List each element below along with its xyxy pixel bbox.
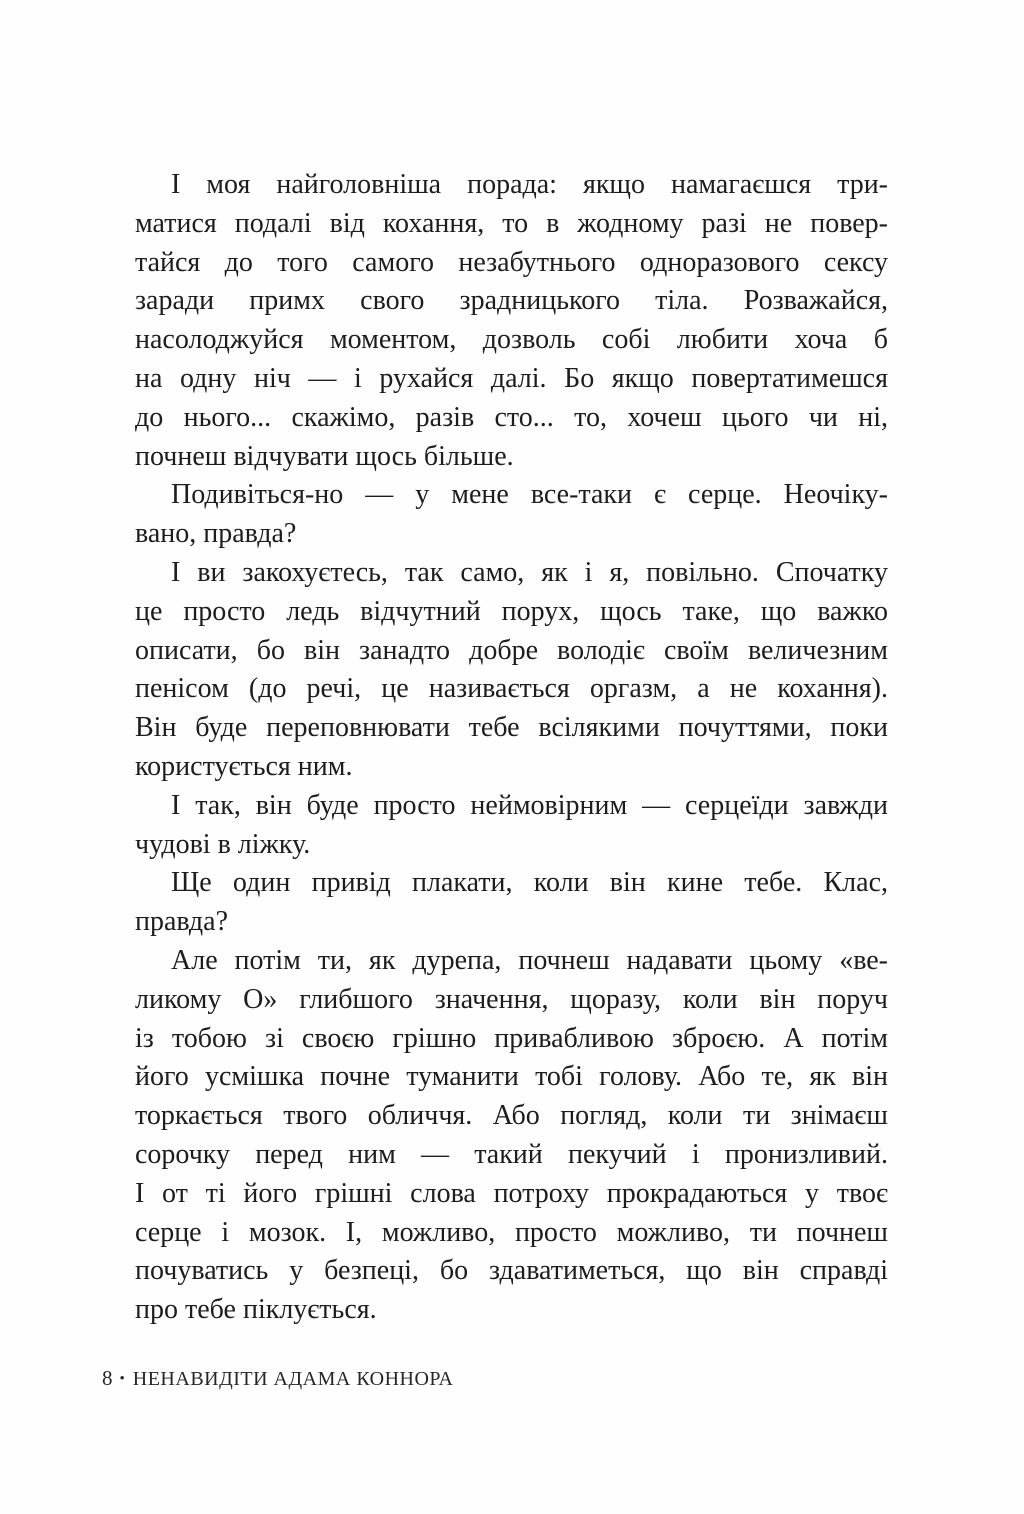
text-line: І от ті його грішні слова потроху прокрадаються у твоє: [135, 1177, 888, 1209]
text-line: Але потім ти, як дурепа, почнеш надавати цьому «ве-: [171, 944, 888, 976]
text-line: правда?: [135, 906, 229, 938]
text-line: насолоджуйся моментом, дозволь собі любити хоча б: [135, 324, 888, 356]
text-line: його усмішка почне туманити тобі голову. Або те, як він: [135, 1061, 888, 1093]
text-line: матися подалі від кохання, то в жодному разі не повер-: [135, 207, 888, 239]
text-line: Подивіться-но — у мене все-таки є серце. Неочіку-: [171, 479, 888, 511]
footer-bullet: •: [119, 1371, 125, 1387]
text-line: чудові в ліжку.: [135, 828, 311, 860]
text-line: вано, правда?: [135, 518, 297, 550]
text-line: Ще один привід плакати, коли він кине тебе. Клас,: [171, 867, 888, 899]
text-line: користується ним.: [135, 750, 353, 782]
text-line: до нього... скажімо, разів сто... то, хочеш цього чи ні,: [135, 401, 888, 433]
text-line: пенісом (до речі, це називається оргазм, а не кохання).: [135, 673, 888, 705]
body-text: [135, 166, 888, 1330]
text-line: почуватись у безпеці, бо здаватиметься, що він справді: [135, 1255, 888, 1287]
text-line: сорочку перед ним — такий пекучий і пронизливий.: [135, 1138, 888, 1170]
text-line: торкається твого обличчя. Або погляд, коли ти знімаєш: [135, 1100, 888, 1132]
text-line: почнеш відчувати щось більше.: [135, 440, 514, 472]
running-title: НЕНАВИДІТИ АДАМА КОННОРА: [132, 1368, 454, 1390]
text-line: ликому О» глибшого значення, щоразу, коли він поруч: [135, 983, 888, 1015]
text-line: І так, він буде просто неймовірним — серцеїди завжди: [171, 789, 888, 821]
text-line: це просто ледь відчутний порух, щось таке, що важко: [135, 595, 888, 627]
page-footer: [102, 1366, 453, 1391]
text-line: І ви закохуєтесь, так само, як і я, повільно. Спочатку: [171, 556, 888, 588]
text-line: Він буде переповнювати тебе всілякими почуттями, поки: [135, 712, 888, 744]
text-line: І моя найголовніша порада: якщо намагаєшся три-: [171, 169, 888, 200]
text-line: заради примх свого зрадницького тіла. Розважайся,: [135, 285, 888, 317]
text-line: описати, бо він занадто добре володіє своїм величезним: [135, 634, 888, 666]
text-line: тайся до того самого незабутнього одноразового сексу: [135, 246, 888, 278]
text-line: із тобою зі своєю грішно привабливою зброєю. А потім: [135, 1022, 888, 1054]
page-number: 8: [102, 1366, 113, 1390]
text-line: серце і мозок. І, можливо, просто можливо, ти почнеш: [135, 1216, 888, 1248]
text-line: про тебе піклується.: [135, 1294, 377, 1326]
text-line: на одну ніч — і рухайся далі. Бо якщо повертатимешся: [135, 362, 888, 394]
